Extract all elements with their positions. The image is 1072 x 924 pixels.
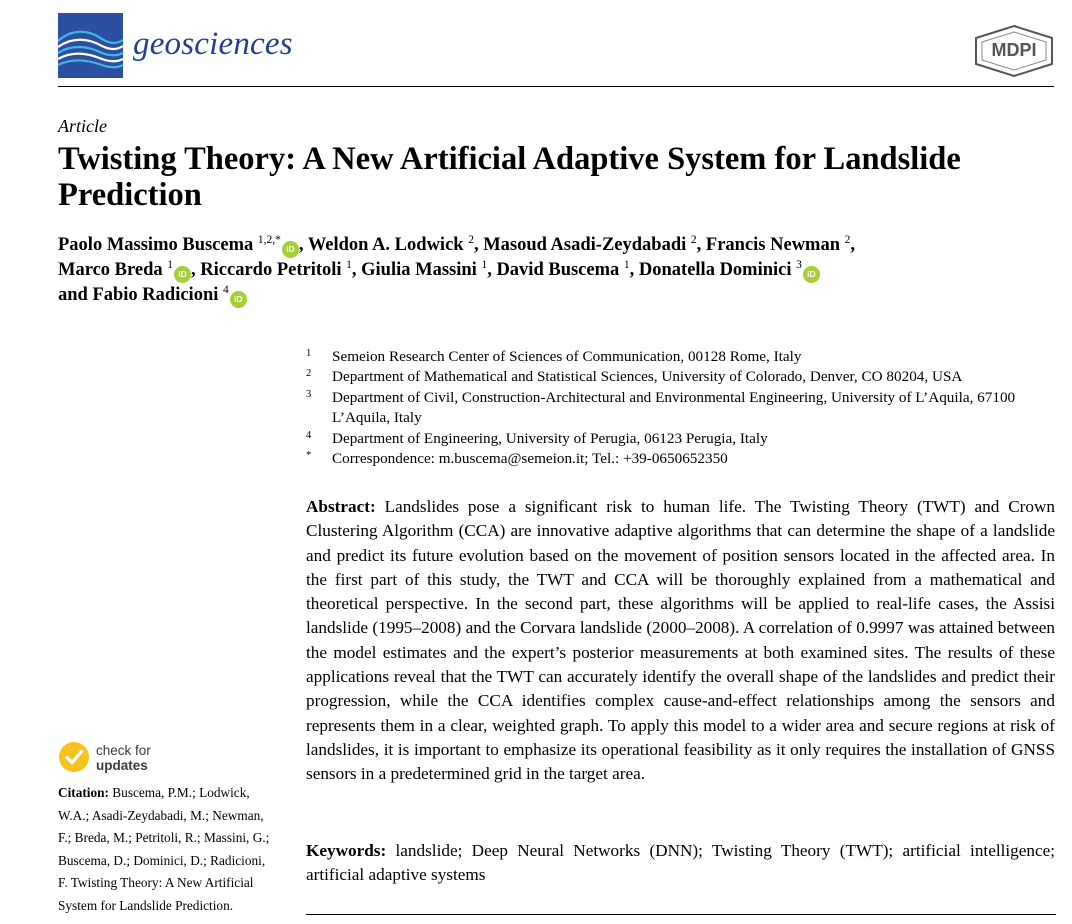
affiliation-mark: 3 (306, 388, 312, 400)
article-title: Twisting Theory: A New Artificial Adaptive System for Landslide Prediction (58, 141, 961, 213)
author-affiliation-mark: 4 (223, 284, 229, 296)
abstract-text: Landslides pose a significant risk to human life. The Twisting Theory (TWT) and Crown Clustering Algorithm (CCA) are innovative adaptive algorithms that can determine the shape of a landslide and predict its future evolution based on the movement of position sensors located in the affected area. In the first part of this study, the TWT and CCA will be thoroughly explained from a mathematical and theoretical perspective. In the second part, these algorithms will be applied to real-life cases, the Assisi landslide (1995–2008) and the Corvara landslide (2000–2008). A correlation of 0.9997 was attained between the model estimates and the expert’s posterior measurements at both examined sites. The results of these applications reveal that the TWT can accurately identify the overall shape of the landslides and predict their progression, while the CCA identifies complex cause-and-effect relationships among the sensors and represents them in a clear, weighted graph. To apply this model to a wider area and secure regions at risk of landslides, it is important to emphasize its operational feasibility as it only requires the installation of GNSS sensors in a predetermined grid in the target area. (306, 497, 1055, 784)
publisher-name: MDPI (991, 40, 1037, 60)
keywords (306, 839, 1055, 888)
author-name: Donatella Dominici (638, 260, 797, 280)
check-for-label: check for (96, 743, 151, 758)
citation-text: Buscema, P.M.; Lodwick, W.A.; Asadi-Zeydabadi, M.; Newman, F.; Breda, M.; Petritoli, R.; Massini, G.; Buscema, D.; Dominici, D.; Radicioni, F. Twisting Theory: A New Artificial System for Landslide Prediction. (58, 785, 270, 913)
checkmark-circle-icon (58, 741, 90, 773)
affiliation-list (306, 347, 1056, 469)
author-affiliation-mark: 1 (167, 259, 174, 271)
affiliation-mark: 4 (306, 429, 312, 441)
affiliation-item (306, 388, 1056, 429)
abstract-label: Abstract: (306, 497, 376, 516)
author (58, 235, 299, 255)
author-list: Paolo Massimo Buscema $^{1,2,*}$iD , Weldon A. Lodwick $^2$, Masoud Asadi-Zeydabadi $^2$, Francis Newman $^2$, Marco Breda $^1$iD , Riccardo Petritoli $^1$, Giulia Massini $^1$, David Buscema $^1$, Donatella Dominici $^3$iD and Fabio Radicioni $^4$iD (58, 233, 1058, 308)
keywords-text: landslide; Deep Neural Networks (DNN); Twisting Theory (TWT); artificial intelligence; artificial adaptive systems (306, 841, 1055, 885)
author-name: Francis Newman (705, 235, 845, 255)
affiliation-mark: * (306, 450, 312, 462)
section-divider (306, 914, 1056, 915)
affiliation-mark: 1 (306, 348, 312, 359)
journal-logo[interactable] (58, 13, 123, 78)
article-type-label: Article (58, 116, 107, 136)
orcid-icon[interactable]: iD (803, 266, 820, 283)
author-name: Weldon A. Lodwick (307, 235, 469, 255)
abstract (306, 495, 1055, 787)
author-name: David Buscema (496, 260, 624, 280)
wave-lines-icon (58, 13, 123, 78)
author-name: Masoud Asadi-Zeydabadi (483, 235, 691, 255)
author-name: Marco Breda (58, 260, 168, 280)
affiliation-text: Department of Mathematical and Statistical Sciences, University of Colorado, Denver, CO 80204, USA (332, 368, 963, 386)
affiliation-item (306, 429, 1056, 449)
author (639, 260, 820, 280)
affiliation-mark: 2 (306, 368, 312, 380)
author-affiliation-mark: 1,2,* (257, 234, 281, 246)
author-name: Giulia Massini (361, 260, 482, 280)
author-name: Paolo Massimo Buscema (58, 235, 258, 255)
affiliation-text: Semeion Research Center of Sciences of Communication, 00128 Rome, Italy (332, 348, 802, 365)
author (496, 260, 629, 280)
author-affiliation-mark: 3 (796, 259, 802, 271)
author-name: Fabio Radicioni (92, 285, 224, 305)
author (92, 285, 246, 305)
journal-name[interactable]: geosciences (133, 26, 293, 62)
author-affiliation-mark: 1 (623, 259, 630, 271)
author (483, 235, 696, 255)
affiliation-text: Department of Engineering, University of Perugia, 06123 Perugia, Italy (332, 429, 768, 447)
author (706, 235, 850, 255)
author-affiliation-mark: 2 (690, 234, 697, 246)
citation (58, 782, 272, 917)
author-name: Riccardo Petritoli (200, 260, 347, 280)
affiliation-text: Department of Civil, Construction-Architectural and Environmental Engineering, University of L’Aquila, 67100 L’Aquila, Italy (332, 388, 1016, 427)
affiliation-item (306, 449, 1056, 469)
keywords-label: Keywords: (306, 841, 387, 860)
author-affiliation-mark: 1 (346, 259, 352, 271)
affiliation-item (306, 347, 1056, 367)
author (58, 260, 191, 280)
affiliation-text: Correspondence: m.buscema@semeion.it; Tel.: +39-0650652350 (332, 450, 728, 468)
orcid-icon[interactable]: iD (230, 291, 247, 308)
author (200, 260, 352, 280)
author-affiliation-mark: 2 (468, 234, 474, 246)
affiliation-item (306, 367, 1056, 387)
author (308, 235, 474, 255)
citation-label: Citation: (58, 785, 109, 800)
author-affiliation-mark: 1 (481, 259, 488, 271)
header-rule (58, 86, 1054, 87)
publisher-logo[interactable] (972, 24, 1056, 78)
author-affiliation-mark: 2 (844, 234, 851, 246)
updates-label: updates (96, 758, 148, 773)
author (361, 260, 487, 280)
orcid-icon[interactable]: iD (174, 266, 191, 283)
orcid-icon[interactable]: iD (282, 241, 299, 258)
